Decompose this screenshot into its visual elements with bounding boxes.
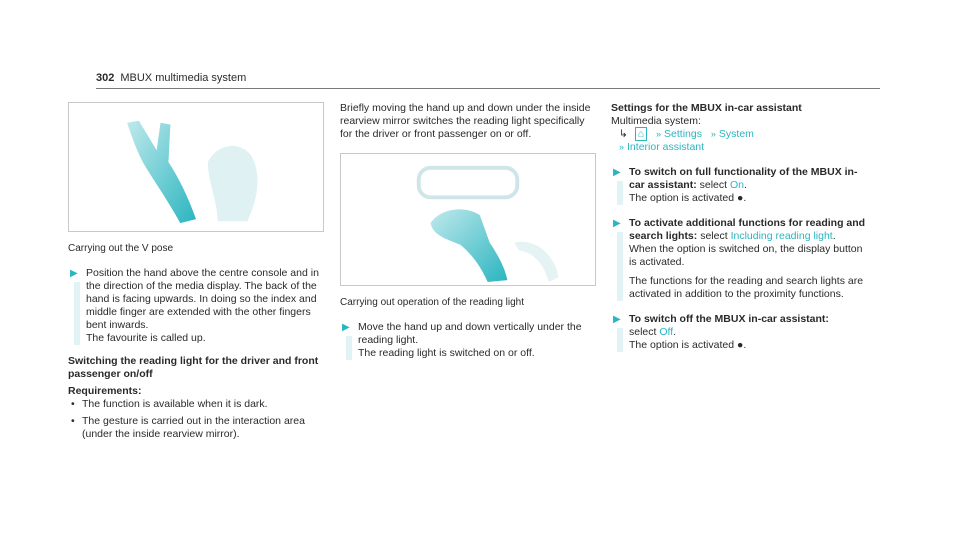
step-result: The reading light is switched on or off.	[358, 347, 535, 359]
step-move-hand	[340, 321, 596, 360]
option-off: Off	[659, 326, 674, 338]
step-instruction: To activate additional functions for reading and search lights:	[629, 217, 866, 242]
menu-item-interior-assistant: Interior assistant	[627, 141, 705, 153]
step-bar	[346, 336, 352, 360]
v-pose-illustration	[68, 102, 324, 232]
step-result: The option is activated ●.	[629, 192, 747, 204]
step-switch-on: ▶ To switch on full functionality of the MBUX in-car assistant: select On. The option is activated ●.	[611, 166, 867, 205]
home-icon: ⌂	[635, 127, 647, 141]
list-item: • The gesture is carried out in the interaction area (under the inside rearview mirror).	[68, 415, 324, 441]
section-heading: Settings for the MBUX in-car assistant	[611, 102, 802, 114]
figure-caption: Carrying out the V pose	[68, 243, 174, 254]
menu-item-system: System	[718, 128, 754, 140]
column-2	[340, 102, 596, 360]
menu-path	[611, 128, 867, 141]
step-position-hand	[68, 267, 324, 345]
step-result: The favourite is called up.	[86, 332, 206, 344]
step-result-detail: The functions for the reading and search lights are activated in addition to the proximity functions.	[629, 275, 864, 300]
menu-path-line-2	[611, 141, 867, 154]
v-pose-hand-icon	[69, 103, 323, 231]
reading-light-illustration	[340, 153, 596, 286]
step-bar	[617, 232, 623, 301]
list-item: • The function is available when it is dark.	[68, 398, 324, 411]
step-activate-additional: ▶ To activate additional functions for reading and search lights: select Including reading light. When the option is switched on, the display button is activated. The functions for the reading and search lights are activated in addition to the proximity functions.	[613, 217, 866, 300]
requirements-list	[68, 398, 324, 441]
step-select-label: select	[700, 230, 728, 242]
menu-path-label: Multimedia system:	[611, 115, 701, 127]
column-3	[611, 102, 867, 352]
figure-caption: Carrying out operation of the reading light	[340, 297, 525, 308]
page-header	[96, 72, 246, 84]
step-select-label: select	[699, 179, 728, 191]
chevron-right-icon: »	[656, 129, 662, 139]
header-rule	[96, 88, 880, 89]
step-bar	[617, 328, 623, 352]
option-including-reading-light: Including reading light	[730, 230, 833, 242]
step-instruction: To switch off the MBUX in-car assistant:	[629, 313, 829, 325]
step-arrow-icon: ▶	[342, 322, 350, 333]
intro-text: Briefly moving the hand up and down under the inside rearview mirror switches the reading light specifically for the driver or front passenger on or off.	[340, 102, 591, 140]
step-text: Move the hand up and down vertically under the reading light.	[358, 321, 582, 346]
page-number: 302	[96, 72, 115, 84]
menu-item-settings: Settings	[664, 128, 702, 140]
menu-arrow-icon: ↳	[619, 128, 628, 140]
step-bar	[617, 181, 623, 205]
chevron-right-icon: »	[710, 129, 716, 139]
reading-light-hand-icon	[341, 154, 595, 285]
step-switch-off: ▶ To switch off the MBUX in-car assistant: select Off. The option is activated ●.	[611, 313, 867, 352]
section-heading: Switching the reading light for the driver and front passenger on/off	[68, 355, 319, 380]
step-arrow-icon: ▶	[613, 218, 621, 229]
column-1	[68, 102, 324, 441]
step-bar	[74, 282, 80, 345]
step-arrow-icon: ▶	[613, 314, 621, 325]
step-text: Position the hand above the centre console and in the direction of the media display. The back of the hand is facing upwards. In doing so the index and middle finger are extended with the other fingers bent inwards.	[86, 267, 319, 331]
option-on: On	[729, 179, 744, 191]
step-result: The option is activated ●.	[629, 339, 747, 351]
requirements-label: Requirements:	[68, 385, 142, 397]
page-title: MBUX multimedia system	[120, 72, 247, 84]
step-result: When the option is switched on, the display button is activated.	[629, 243, 863, 268]
step-arrow-icon: ▶	[70, 268, 78, 279]
chevron-right-icon: »	[619, 142, 625, 152]
step-arrow-icon: ▶	[613, 167, 621, 178]
step-instruction: To switch on full functionality of the MBUX in-car assistant:	[629, 166, 858, 191]
step-select-label: select	[629, 326, 657, 338]
